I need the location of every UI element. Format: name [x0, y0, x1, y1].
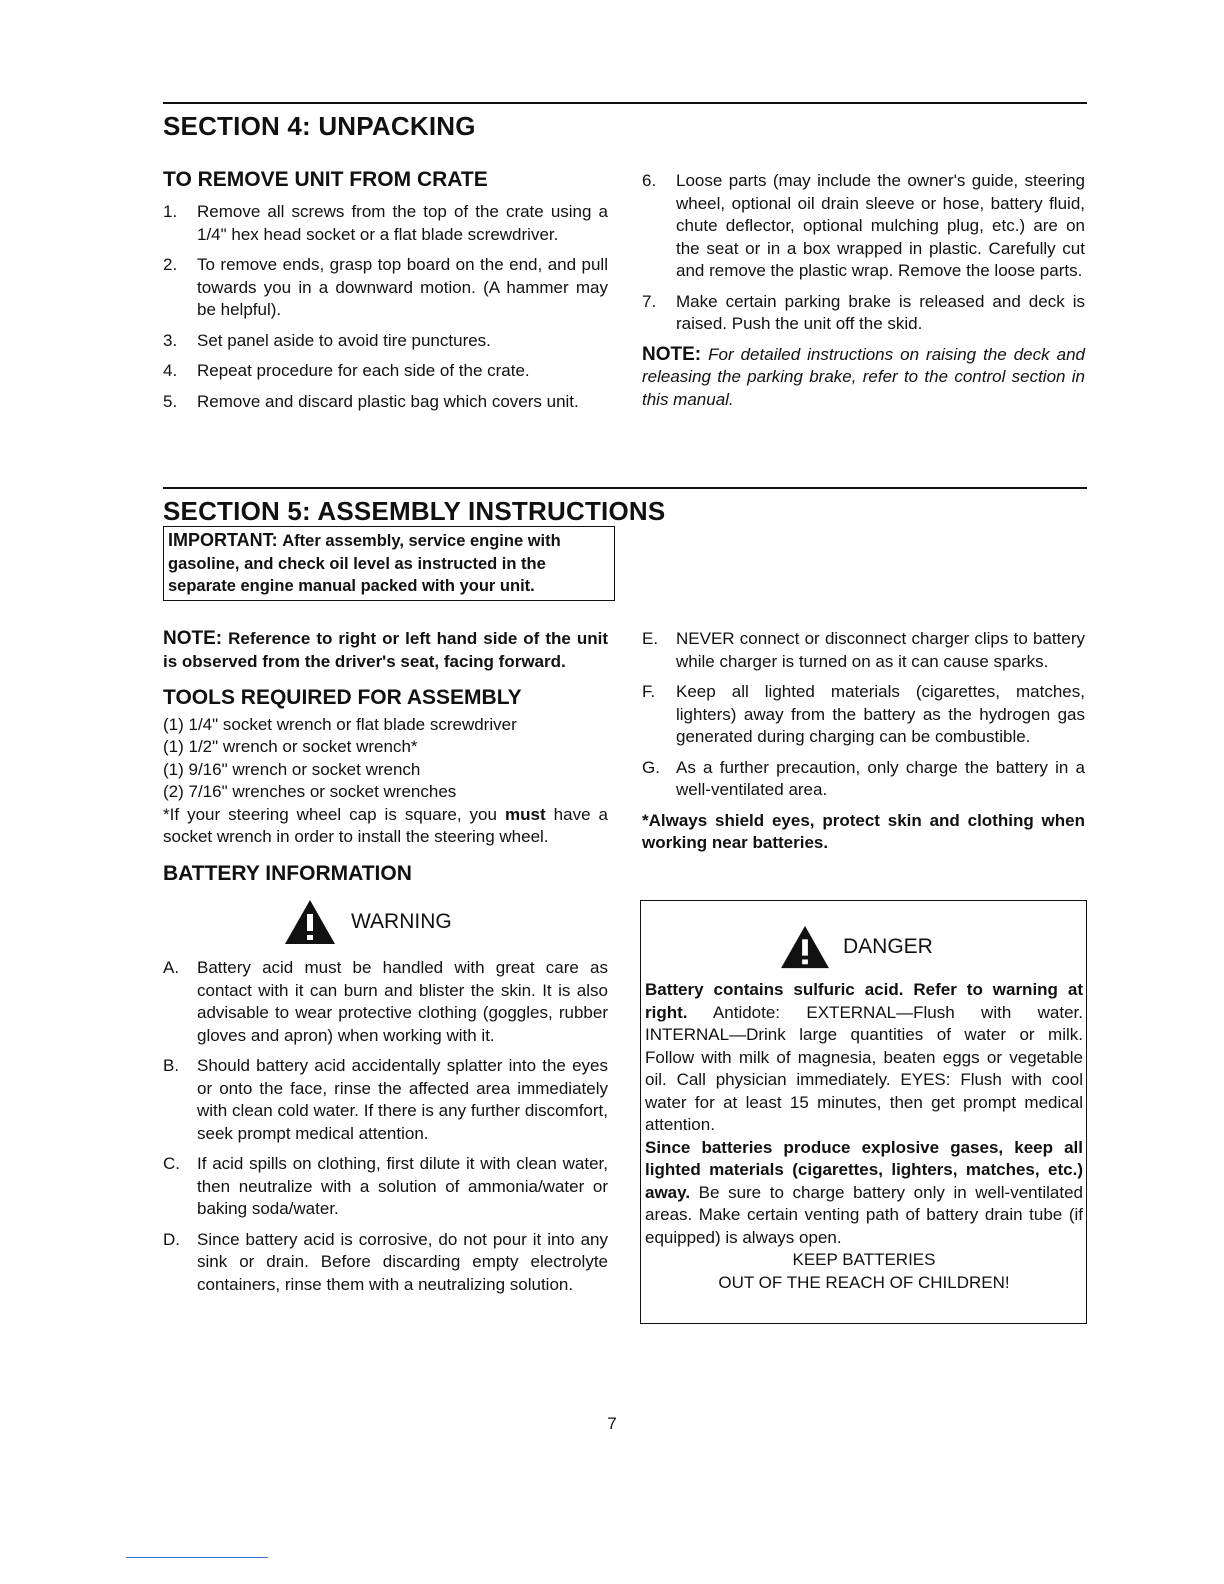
list-item: 4. Repeat procedure for each side of the crate. [163, 361, 530, 380]
warning-icon [283, 898, 337, 946]
tool-item: (2) 7/16" wrenches or socket wrenches [163, 782, 457, 801]
list-item: 1. Remove all screws from the top of the crate using a 1/4" hex head socket or a flat blade screwdriver. [163, 202, 608, 244]
tools-footnote: *If your steering wheel cap is square, you must have a socket wrench in order to install the steering wheel. [163, 804, 608, 846]
tool-item: (1) 1/2" wrench or socket wrench* [163, 737, 418, 756]
list-item: 7. Make certain parking brake is released and deck is raised. Push the unit off the skid. [642, 291, 1085, 333]
danger-gases: Since batteries produce explosive gases, keep all lighted materials (cigarettes, lighters, matches, etc.) away. Be sure to charge battery only in well-ventilated areas. Make certain venting path of battery drain tube (if equipped) is always open. [645, 1137, 1083, 1247]
list-item: 3. Set panel aside to avoid tire punctures. [163, 330, 491, 350]
keep-batteries-line-2: OUT OF THE REACH OF CHILDREN! [718, 1272, 1010, 1292]
list-item: E. NEVER connect or disconnect charger clips to battery while charger is turned on as it can cause sparks. [642, 629, 1085, 671]
list-item: 5. Remove and discard plastic bag which covers unit. [163, 391, 579, 411]
important-box: IMPORTANT: After assembly, service engine with gasoline, and check oil level as instructed in the separate engine manual packed with your unit. [163, 526, 615, 601]
section-4-title: SECTION 4: UNPACKING [163, 111, 476, 141]
battery-heading: BATTERY INFORMATION [163, 861, 412, 885]
tool-item: (1) 9/16" wrench or socket wrench [163, 759, 421, 779]
danger-box [640, 900, 1087, 1324]
tool-item: (1) 1/4" socket wrench or flat blade screwdriver [163, 714, 517, 734]
tools-heading: TOOLS REQUIRED FOR ASSEMBLY [163, 686, 522, 709]
crate-steps-left [163, 201, 608, 421]
crate-steps-right [642, 170, 1085, 411]
danger-icon [779, 924, 831, 970]
unpacking-note: NOTE: For detailed instructions on raising the deck and releasing the parking brake, refer to the control section in this manual. [642, 343, 1085, 409]
assembly-right [642, 628, 1085, 855]
assembly-left [163, 628, 608, 1304]
page-number: 7 [607, 1414, 617, 1433]
footer-line [126, 1557, 268, 1558]
list-item: B. Should battery acid accidentally splatter into the eyes or onto the face, rinse the affected area immediately with clean cold water. If there is any further discomfort, seek prompt medical attention. [163, 1056, 608, 1143]
danger-label: DANGER [843, 934, 933, 958]
side-reference-note: NOTE: Reference to right or left hand side of the unit is observed from the driver's seat, facing forward. [163, 628, 608, 671]
list-item: G. As a further precaution, only charge the battery in a well-ventilated area. [642, 757, 1085, 799]
list-item: A. Battery acid must be handled with great care as contact with it can burn and blister the skin. It is also advisable to wear protective clothing (goggles, rubber gloves and apron) when working with it. [163, 958, 608, 1045]
warning-header [283, 897, 608, 947]
danger-antidote: Battery contains sulfuric acid. Refer to warning at right. Antidote: EXTERNAL—Flush with water. INTERNAL—Drink large quantities of water or milk. Follow with milk of magnesia, beaten eggs or vegetable oil. Call physician immediately. EYES: Flush with cool water for at least 15 minutes, then get prompt medical attention. [645, 980, 1083, 1134]
section-5-rule [163, 487, 1087, 489]
section-5-title: SECTION 5: ASSEMBLY INSTRUCTIONS [163, 496, 666, 526]
list-item: 6. Loose parts (may include the owner's guide, steering wheel, optional oil drain sleeve or hose, battery fluid, chute deflector, optional mulching plug, etc.) are on the seat or in a box wrapped in plastic. Carefully cut and remove the plastic wrap. Remove the loose parts. [642, 171, 1085, 280]
list-item: 2. To remove ends, grasp top board on the end, and pull towards you in a downward motion. (A hammer may be helpful). [163, 255, 608, 319]
top-rule [163, 102, 1087, 104]
list-item: D. Since battery acid is corrosive, do not pour it into any sink or drain. Before discarding empty electrolyte containers, rinse them with a neutralizing solution. [163, 1229, 608, 1294]
keep-batteries-line-1: KEEP BATTERIES [792, 1250, 936, 1269]
list-item: C. If acid spills on clothing, first dilute it with clean water, then neutralize with a solution of ammonia/water or baking soda/water. [163, 1154, 608, 1218]
crate-heading: TO REMOVE UNIT FROM CRATE [163, 168, 488, 191]
warning-label: WARNING [351, 909, 452, 933]
list-item: F. Keep all lighted materials (cigarettes, matches, lighters) away from the battery as the hydrogen gas generated during charging can be combustible. [642, 682, 1085, 746]
danger-header [779, 923, 1083, 971]
shield-note: *Always shield eyes, protect skin and clothing when working near batteries. [642, 810, 1085, 852]
